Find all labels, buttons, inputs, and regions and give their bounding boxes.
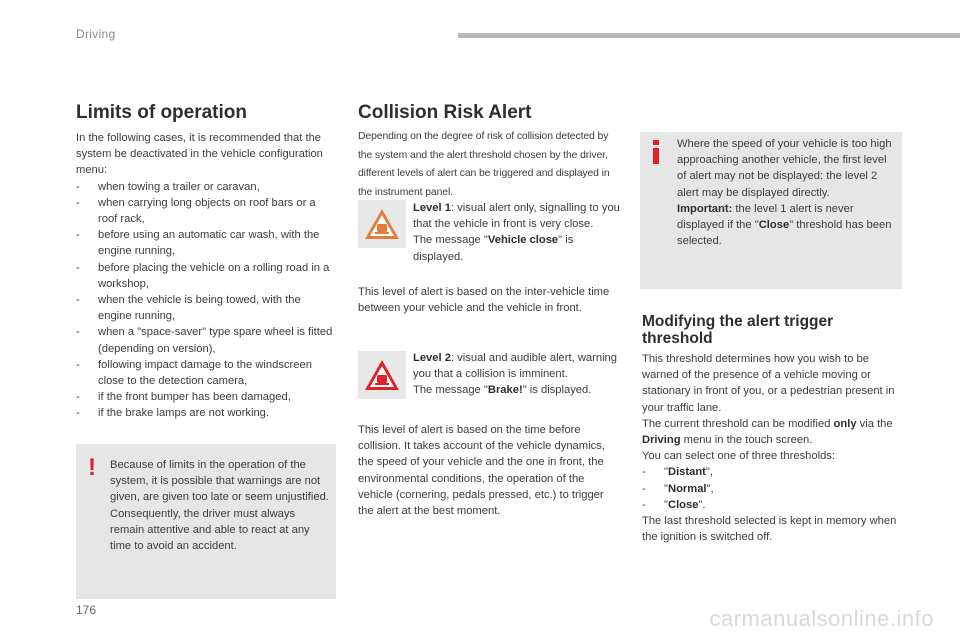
level2-message: The message "Brake!" is displayed. — [413, 384, 592, 397]
level1-note: This level of alert is based on the inter-vehicle time between your vehicle and the vehicle in front. — [358, 286, 610, 315]
info-text — [677, 136, 897, 249]
level2-text — [413, 350, 623, 399]
list-item: - when the vehicle is being towed, with the engine running, — [76, 292, 334, 324]
list-item: - "Normal", — [642, 481, 904, 497]
level1-alert-icon — [358, 200, 406, 248]
list-item: - before placing the vehicle on a rolling road in a workshop, — [76, 260, 334, 292]
level1-text — [413, 200, 623, 265]
limits-intro: In the following cases, it is recommended that the system be deactivated in the vehicle configuration menu: — [76, 132, 323, 177]
warning-text-1: Because of limits in the operation of the system, it is possible that warnings are not given, are given too late or seem unjustified. — [110, 459, 329, 504]
info-important: Important: the level 1 alert is never displayed if the "Close" threshold has been selected. — [677, 202, 892, 248]
level2-label: Level 2 — [413, 352, 451, 364]
list-item: - when a "space-saver" type spare wheel is fitted (depending on version), — [76, 324, 334, 356]
modify-title: Modifying the alert trigger threshold — [642, 313, 834, 347]
info-icon — [650, 140, 662, 169]
info-text-main: Where the speed of your vehicle is too high approaching another vehicle, the first level of alert may not be displayed: the level 2 alert may be displayed directly. — [677, 138, 892, 199]
modify-p2: The current threshold can be modified only via the Driving menu in the touch screen. — [642, 417, 893, 447]
list-item: - if the front bumper has been damaged, — [76, 389, 334, 405]
modify-p3: You can select one of three thresholds: — [642, 450, 836, 463]
limits-title: Limits of operation — [76, 102, 247, 123]
list-item: - following impact damage to the windscreen close to the detection camera, — [76, 357, 334, 389]
threshold-list — [642, 464, 904, 513]
level1-message: The message "Vehicle close" is displayed. — [413, 234, 574, 263]
list-item: - "Close". — [642, 497, 904, 513]
collision-title: Collision Risk Alert — [358, 102, 532, 123]
list-item: - when towing a trailer or caravan, — [76, 179, 334, 195]
list-item: - if the brake lamps are not working. — [76, 405, 334, 421]
level2-desc: Level 2: visual and audible alert, warning you that a collision is imminent. — [413, 352, 618, 381]
modify-p4: The last threshold selected is kept in memory when the ignition is switched off. — [642, 515, 897, 544]
list-item: - when carrying long objects on roof bars or a roof rack, — [76, 195, 334, 227]
limits-list — [76, 179, 334, 422]
level2-alert-icon — [358, 351, 406, 399]
collision-intro: Depending on the degree of risk of collision detected by the system and the alert threshold chosen by the driver, different levels of alert can be triggered and displayed in the instrument panel. — [358, 131, 610, 198]
warning-text-2: Consequently, the driver must always remain attentive and able to react at any time to avoid an accident. — [110, 507, 310, 553]
level1-desc: Level 1: visual alert only, signalling to you that the vehicle in front is very close. — [413, 202, 620, 231]
header-bar — [458, 33, 960, 38]
limits-content — [76, 130, 334, 422]
page-number: 176 — [76, 603, 97, 617]
modify-content — [642, 351, 904, 545]
level1-label: Level 1 — [413, 202, 451, 214]
section-label: Driving — [76, 27, 116, 41]
list-item: - before using an automatic car wash, with the engine running, — [76, 227, 334, 259]
watermark: carmanualsonline.info — [709, 606, 934, 631]
list-item: - "Distant", — [642, 464, 904, 480]
warning-text — [110, 457, 332, 554]
modify-p1: This threshold determines how you wish to be warned of the presence of a vehicle moving or stationary in front of you, or a pedestrian present in your traffic lane. — [642, 353, 895, 414]
warning-exclamation-icon: ! — [88, 454, 96, 481]
level2-note: This level of alert is based on the time before collision. It takes account of the vehicle dynamics, the speed of your vehicle and the one in front, the environmental conditions, the operation of the vehicle (cornering, pedals pressed, etc.) to trigger the alert at the best moment. — [358, 424, 605, 518]
